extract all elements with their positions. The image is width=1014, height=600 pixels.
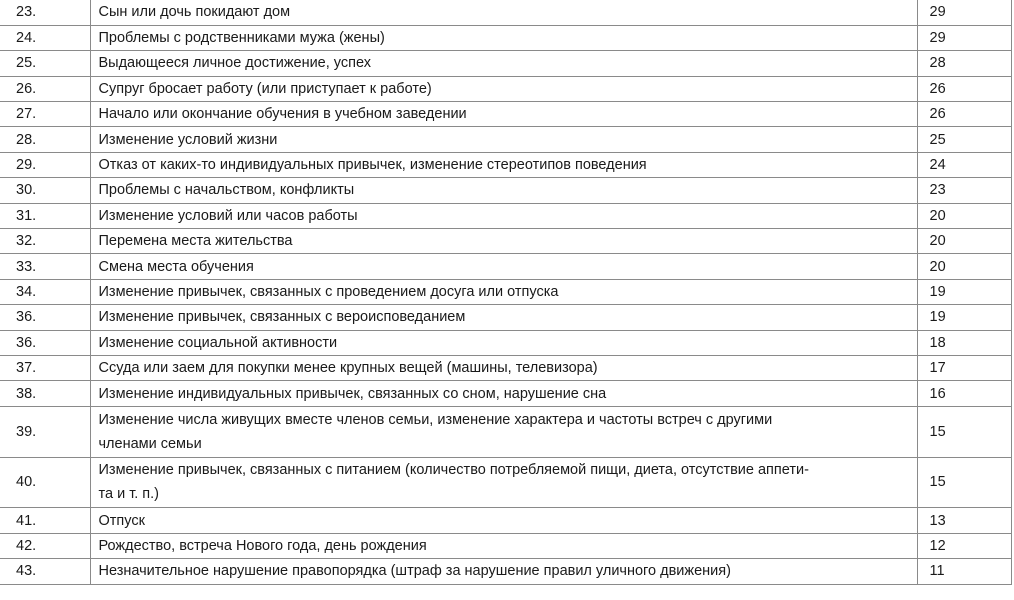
stress-score: 19	[917, 279, 1011, 304]
stress-score: 24	[917, 152, 1011, 177]
table-row	[0, 102, 1011, 127]
stress-score: 20	[917, 254, 1011, 279]
event-description: Изменение индивидуальных привычек, связанных со сном, нарушение сна	[90, 381, 917, 406]
table-row	[0, 51, 1011, 76]
row-number: 31.	[0, 203, 90, 228]
table-row	[0, 229, 1011, 254]
row-number: 26.	[0, 76, 90, 101]
event-description: Незначительное нарушение правопорядка (штраф за нарушение правил уличного движения)	[90, 559, 917, 584]
event-description: Проблемы с родственниками мужа (жены)	[90, 25, 917, 50]
stress-score: 26	[917, 76, 1011, 101]
stress-score: 26	[917, 102, 1011, 127]
event-description: Супруг бросает работу (или приступает к работе)	[90, 76, 917, 101]
stress-score: 20	[917, 203, 1011, 228]
stress-score: 20	[917, 229, 1011, 254]
stress-score: 17	[917, 355, 1011, 380]
row-number: 24.	[0, 25, 90, 50]
table-row	[0, 381, 1011, 406]
row-number: 43.	[0, 559, 90, 584]
table-row	[0, 0, 1011, 25]
event-description-line-2: та и т. п.)	[98, 486, 159, 503]
table-row	[0, 508, 1011, 533]
table-row	[0, 76, 1011, 101]
row-number: 33.	[0, 254, 90, 279]
table-row	[0, 178, 1011, 203]
event-description: Изменение условий или часов работы	[90, 203, 917, 228]
row-number: 36.	[0, 305, 90, 330]
event-description-line-1: Изменение привычек, связанных с питанием (количество потребляемой пищи, диета, отсутствие аппети-	[98, 462, 809, 479]
row-number: 38.	[0, 381, 90, 406]
stress-score: 15	[917, 457, 1011, 508]
table-row	[0, 279, 1011, 304]
table-row	[0, 406, 1011, 457]
event-description: Ссуда или заем для покупки менее крупных вещей (машины, телевизора)	[90, 355, 917, 380]
row-number: 23.	[0, 0, 90, 25]
event-description: Изменение привычек, связанных с вероисповеданием	[90, 305, 917, 330]
row-number: 25.	[0, 51, 90, 76]
stress-score: 16	[917, 381, 1011, 406]
stress-score: 15	[917, 406, 1011, 457]
row-number: 30.	[0, 178, 90, 203]
row-number: 37.	[0, 355, 90, 380]
event-description	[90, 406, 917, 457]
row-number: 32.	[0, 229, 90, 254]
stress-score: 25	[917, 127, 1011, 152]
stress-score: 19	[917, 305, 1011, 330]
stress-score: 13	[917, 508, 1011, 533]
row-number: 40.	[0, 457, 90, 508]
event-description: Изменение условий жизни	[90, 127, 917, 152]
event-description: Изменение социальной активности	[90, 330, 917, 355]
stress-score: 11	[917, 559, 1011, 584]
event-description: Рождество, встреча Нового года, день рождения	[90, 533, 917, 558]
stress-score: 12	[917, 533, 1011, 558]
table-row	[0, 559, 1011, 584]
stress-score: 23	[917, 178, 1011, 203]
table-row	[0, 330, 1011, 355]
event-description: Проблемы с начальством, конфликты	[90, 178, 917, 203]
event-description: Отказ от каких-то индивидуальных привычек, изменение стереотипов поведения	[90, 152, 917, 177]
row-number: 34.	[0, 279, 90, 304]
event-description: Начало или окончание обучения в учебном заведении	[90, 102, 917, 127]
event-description: Изменение привычек, связанных с проведением досуга или отпуска	[90, 279, 917, 304]
event-description-line-2: членами семьи	[98, 435, 202, 452]
event-description: Отпуск	[90, 508, 917, 533]
row-number: 41.	[0, 508, 90, 533]
event-description: Выдающееся личное достижение, успех	[90, 51, 917, 76]
stress-score: 18	[917, 330, 1011, 355]
table-row	[0, 254, 1011, 279]
event-description: Сын или дочь покидают дом	[90, 0, 917, 25]
event-description: Смена места обучения	[90, 254, 917, 279]
event-description-line-1: Изменение числа живущих вместе членов семьи, изменение характера и частоты встреч с другими	[98, 411, 773, 428]
event-description	[90, 457, 917, 508]
row-number: 36.	[0, 330, 90, 355]
event-description: Перемена места жительства	[90, 229, 917, 254]
table-row	[0, 355, 1011, 380]
row-number: 27.	[0, 102, 90, 127]
table-row	[0, 457, 1011, 508]
table-row	[0, 25, 1011, 50]
table-row	[0, 533, 1011, 558]
table-row	[0, 203, 1011, 228]
stress-score: 29	[917, 0, 1011, 25]
row-number: 29.	[0, 152, 90, 177]
stress-score: 29	[917, 25, 1011, 50]
row-number: 39.	[0, 406, 90, 457]
table-row	[0, 305, 1011, 330]
row-number: 28.	[0, 127, 90, 152]
row-number: 42.	[0, 533, 90, 558]
stress-score: 28	[917, 51, 1011, 76]
table-row	[0, 152, 1011, 177]
table-row	[0, 127, 1011, 152]
